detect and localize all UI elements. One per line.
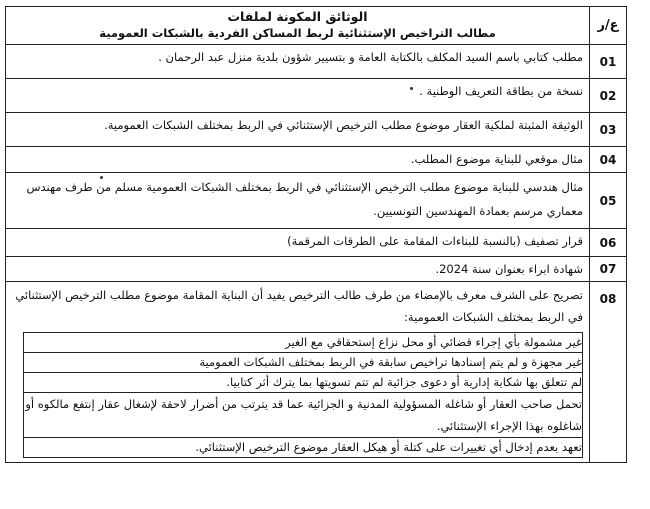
table-row bbox=[6, 45, 627, 79]
num-column-header: ع/ر bbox=[590, 7, 627, 45]
row-text: مثال موقعي للبناية موضوع المطلب. bbox=[6, 147, 590, 173]
row-text: شهادة ابراء بعنوان سنة 2024. bbox=[6, 257, 590, 282]
table-row bbox=[6, 282, 627, 463]
condition-text: تعهد بعدم إدخال أي تغييرات على كتلة أو هيكل العقار موضوع الترخيص الإستثنائي. bbox=[24, 438, 583, 458]
header-row bbox=[6, 7, 627, 45]
row-number: 02 bbox=[590, 79, 627, 113]
row-number: 03 bbox=[590, 113, 627, 147]
page-title: الوثائق المكونة لملفات bbox=[227, 9, 368, 24]
row-number: 04 bbox=[590, 147, 627, 173]
header-cell bbox=[6, 7, 590, 45]
row-text: الوثيقة المثبتة لملكية العقار موضوع مطلب الترخيص الإستثنائي في الربط بمختلف الشبكات العمومية. bbox=[6, 113, 590, 147]
condition-text: غير مشمولة بأي إجراء قضائي أو محل نزاع إستحقاقي مع الغير bbox=[24, 333, 583, 353]
row-text: مطلب كتابي باسم السيد المكلف بالكتابة العامة و بتسيير شؤون بلدية منزل عبد الرحمان . bbox=[6, 45, 590, 79]
row-number: 05 bbox=[590, 173, 627, 229]
table-row bbox=[6, 79, 627, 113]
row-text: نسخة من بطاقة التعريف الوطنية . bbox=[6, 79, 590, 113]
condition-text: لم تتعلق بها شكاية إدارية أو دعوى جزائية لم تتم تسويتها بما يترك أثر كتابيا. bbox=[24, 373, 583, 393]
condition-row bbox=[24, 333, 583, 353]
condition-row bbox=[24, 353, 583, 373]
row-text: مثال هندسي للبناية موضوع مطلب الترخيص الإستثنائي في الربط بمختلف الشبكات العمومية مسلم من طرف مهندس معماري مرسم بعمادة المهندسين التونسيين. bbox=[6, 173, 590, 229]
row-text-cell bbox=[6, 282, 590, 463]
table-row bbox=[6, 173, 627, 229]
table-row bbox=[6, 147, 627, 173]
conditions-table bbox=[23, 332, 583, 458]
documents-table bbox=[5, 6, 627, 463]
page-subtitle: مطالب التراخيص الإستثنائية لربط المساكن الفردية بالشبكات العمومية bbox=[99, 26, 496, 40]
row-text: قرار تصفيف (بالنسبة للبناءات المقامة على الطرقات المرقمة) bbox=[6, 229, 590, 257]
condition-row bbox=[24, 373, 583, 393]
table-row bbox=[6, 229, 627, 257]
row-number: 07 bbox=[590, 257, 627, 282]
table-row bbox=[6, 113, 627, 147]
condition-row bbox=[24, 438, 583, 458]
row-number: 01 bbox=[590, 45, 627, 79]
condition-row bbox=[24, 393, 583, 438]
condition-text: تحمل صاحب العقار أو شاغله المسؤولية المدنية و الجزائية عما قد يترتب من أضرار لاحقة لإشغال عقار إنتفع مالكوه أو شاغلوه بهذا الإجراء الإستثنائي. bbox=[24, 393, 583, 438]
row-number: 06 bbox=[590, 229, 627, 257]
condition-text: غير مجهزة و لم يتم إسنادها تراخيص سابقة في الربط بمختلف الشبكات العمومية bbox=[24, 353, 583, 373]
row-text: تصريح على الشرف معرف بالإمضاء من طرف طالب الترخيص يفيد أن البناية المقامة موضوع مطلب الترخيص الإستثنائي في الربط بمختلف الشبكات العمومية: bbox=[15, 288, 583, 324]
scan-speck bbox=[100, 176, 103, 179]
row-number: 08 bbox=[590, 282, 627, 463]
table-row bbox=[6, 257, 627, 282]
scan-speck bbox=[410, 87, 413, 90]
